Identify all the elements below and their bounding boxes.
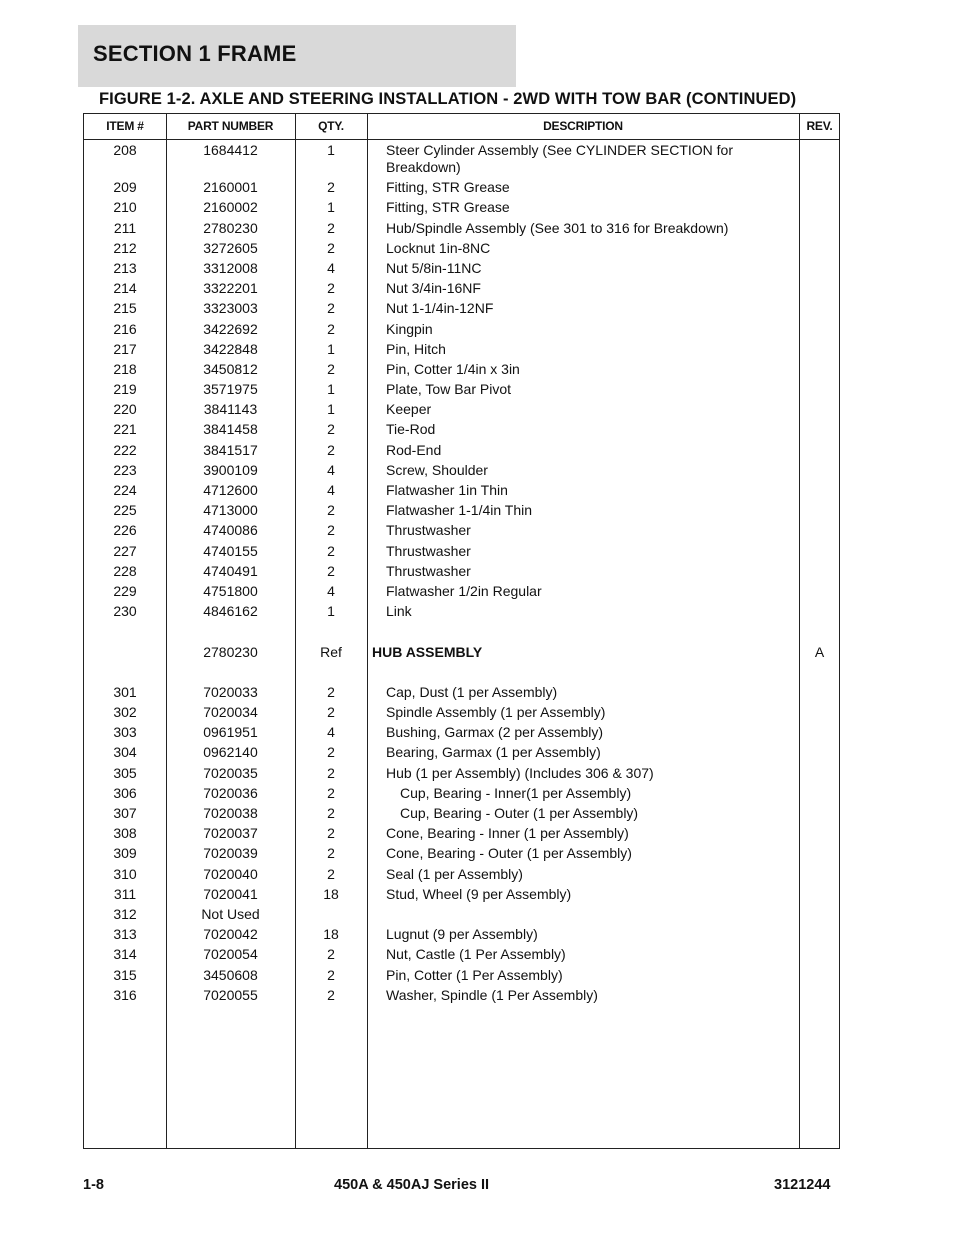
item-number-cell: 224 [113,482,137,498]
description-cell: Lugnut (9 per Assembly) [386,926,538,943]
item-number-cell: 306 [113,784,137,801]
part-number-cell: 4713000 [203,502,258,519]
item-number-cell: 302 [113,704,137,721]
part-number-cell: 3841143 [203,401,258,418]
item-number-cell: 230 [113,603,137,620]
part-number-cell: 3323003 [203,300,258,317]
part-number-cell: 4751800 [203,582,258,599]
description-cell: Pin, Hitch [386,340,446,357]
part-number-cell: 3450812 [203,360,258,377]
item-number-cell: 213 [113,259,137,276]
item-number-cell: 225 [113,502,137,519]
quantity-cell: 2 [327,744,335,761]
item-number-cell: 217 [113,340,137,357]
description-cell: Cup, Bearing - Inner(1 per Assembly) [400,784,632,801]
description-cell: Rod-End [386,441,442,458]
quantity-cell: 4 [327,482,335,498]
header-divider [84,139,839,140]
description-cell: Fitting, STR Grease [386,179,510,196]
item-number-cell: 315 [113,966,137,983]
description-cell: Keeper [386,401,432,418]
item-number-cell: 208 [113,142,137,158]
part-number-cell: 3422692 [203,320,258,337]
section-title: SECTION 1 FRAME [93,41,297,66]
table-row [84,845,839,865]
part-number-cell: 7020042 [203,926,258,943]
description-cell: Pin, Cotter 1/4in x 3in [386,360,520,377]
part-number-cell: Not Used [201,905,260,922]
description-cell: Cone, Bearing - Outer (1 per Assembly) [386,845,632,862]
part-number-cell: 3322201 [203,280,258,297]
description-cell: Seal (1 per Assembly) [386,865,523,882]
description-cell: Locknut 1in-8NC [386,239,491,256]
revision-cell: A [814,643,825,660]
description-cell: Bearing, Garmax (1 per Assembly) [386,744,601,761]
item-number-cell: 310 [113,865,137,882]
description-cell: Plate, Tow Bar Pivot [386,381,512,398]
item-number-cell: 314 [113,946,137,963]
description-cell: Flatwasher 1in Thin [386,482,508,498]
quantity-cell: 1 [327,199,335,216]
item-number-cell: 301 [113,683,137,700]
item-number-cell: 211 [113,219,137,236]
table-row [84,684,839,704]
quantity-cell: 2 [327,946,335,963]
part-number-cell: 4712600 [203,482,258,498]
table-row [84,765,839,785]
quantity-cell: 2 [327,966,335,983]
description-cell: HUB ASSEMBLY [372,643,483,660]
quantity-cell: 2 [327,764,335,781]
item-number-cell: 311 [113,885,137,902]
quantity-cell: 4 [327,259,335,276]
item-number-cell: 309 [113,845,137,862]
table-row [84,866,839,886]
header-description: DESCRIPTION [543,119,623,133]
part-number-cell: 7020041 [203,885,258,902]
quantity-cell: 4 [327,582,335,599]
figure-title: FIGURE 1-2. AXLE AND STEERING INSTALLATION - 2WD WITH TOW BAR (CONTINUED) [99,90,797,108]
table-row [84,825,839,845]
table-row [84,421,839,441]
item-number-cell: 215 [113,300,137,317]
part-number-cell: 7020037 [203,825,258,842]
quantity-cell: 2 [327,300,335,317]
item-number-cell: 307 [113,805,137,821]
item-number-cell: 218 [113,360,137,377]
table-row [84,401,839,421]
description-cell: Stud, Wheel (9 per Assembly) [386,885,572,902]
quantity-cell: 2 [327,805,335,821]
table-row [84,482,839,502]
description-cell: Link [386,603,412,620]
quantity-cell: 2 [327,219,335,236]
table-row [84,220,839,240]
item-number-cell: 221 [113,421,137,438]
assembly-heading-row [84,644,839,664]
table-row [84,442,839,462]
table-row [84,522,839,542]
quantity-cell: 2 [327,421,335,438]
table-row [84,946,839,966]
quantity-cell: 4 [327,461,335,478]
quantity-cell: 2 [327,522,335,539]
quantity-cell: 1 [327,401,335,418]
table-row [84,967,839,987]
table-row [84,179,839,199]
description-cell: Pin, Cotter (1 Per Assembly) [386,966,563,983]
item-number-cell: 214 [113,280,137,297]
description-cell: Flatwasher 1/2in Regular [386,582,542,599]
table-row [84,199,839,219]
quantity-cell: 2 [327,239,335,256]
part-number-cell: 3272605 [203,239,258,256]
description-cell: Thrustwasher [386,542,471,559]
table-row [84,724,839,744]
description-cell: Fitting, STR Grease [386,199,510,216]
blank-row [84,623,839,643]
quantity-cell: 2 [327,502,335,519]
quantity-cell: 2 [327,704,335,721]
part-number-cell: 3900109 [203,461,258,478]
parts-table [83,113,840,1149]
part-number-cell: 3841517 [203,441,258,458]
description-cell: Steer Cylinder Assembly (See CYLINDER SECTION for Breakdown) [386,142,733,175]
description-cell: Kingpin [386,320,433,337]
table-row [84,300,839,320]
part-number-cell: 1684412 [203,142,258,158]
model-name: 450A & 450AJ Series II [334,1177,490,1193]
description-cell: Hub (1 per Assembly) (Includes 306 & 307) [386,764,654,781]
part-number-cell: 3841458 [203,421,258,438]
header-qty: QTY. [318,119,344,133]
table-row [84,361,839,381]
table-row [84,341,839,361]
table-row [84,744,839,764]
header-part-number: PART NUMBER [187,119,274,133]
part-number-cell: 2780230 [203,219,258,236]
item-number-cell: 228 [113,562,137,579]
part-number-cell: 0961951 [203,724,258,741]
item-number-cell: 304 [113,744,137,761]
item-number-cell: 312 [113,905,137,922]
table-row [84,987,839,1007]
item-number-cell: 226 [113,522,137,539]
description-cell: Thrustwasher [386,522,471,539]
part-number-cell: 7020034 [203,704,258,721]
description-cell: Cone, Bearing - Inner (1 per Assembly) [386,825,629,842]
quantity-cell: 2 [327,825,335,842]
part-number-cell: 3450608 [203,966,258,983]
description-cell: Screw, Shoulder [386,461,488,478]
part-number-cell: 3422848 [203,340,258,357]
item-number-cell: 227 [113,542,137,559]
item-number-cell: 313 [113,926,137,943]
table-row [84,321,839,341]
table-row [84,502,839,522]
description-cell: Thrustwasher [386,562,471,579]
description-cell: Nut, Castle (1 Per Assembly) [386,946,566,963]
quantity-cell: Ref [320,643,342,660]
table-row [84,240,839,260]
item-number-cell: 229 [113,582,137,599]
item-number-cell: 316 [113,986,137,1003]
part-number-cell: 4846162 [203,603,258,620]
quantity-cell: 1 [327,142,335,158]
part-number-cell: 3312008 [203,259,258,276]
part-number-cell: 2780230 [203,643,258,660]
item-number-cell: 219 [113,381,137,398]
part-number-cell: 7020040 [203,865,258,882]
description-cell: Tie-Rod [386,421,436,438]
part-number-cell: 4740491 [203,562,258,579]
page-number: 1-8 [83,1177,104,1193]
quantity-cell: 1 [327,340,335,357]
quantity-cell: 2 [327,986,335,1003]
quantity-cell: 1 [327,381,335,398]
document-number: 3121244 [774,1177,831,1193]
table-row [84,886,839,906]
header-rev: REV. [806,119,833,133]
quantity-cell: 18 [323,926,339,943]
quantity-cell: 2 [327,360,335,377]
description-cell: Spindle Assembly (1 per Assembly) [386,704,606,721]
quantity-cell: 2 [327,320,335,337]
table-row [84,462,839,482]
item-number-cell: 209 [113,179,137,196]
table-row [84,603,839,623]
part-number-cell: 0962140 [203,744,258,761]
part-number-cell: 7020039 [203,845,258,862]
part-number-cell: 7020055 [203,986,258,1003]
item-number-cell: 305 [113,764,137,781]
description-cell: Bushing, Garmax (2 per Assembly) [386,724,604,741]
item-number-cell: 210 [113,199,137,216]
description-cell: Nut 3/4in-16NF [386,280,481,297]
part-number-cell: 7020038 [203,805,258,821]
part-number-cell: 4740155 [203,542,258,559]
table-row [84,260,839,280]
description-cell: Cup, Bearing - Outer (1 per Assembly) [400,805,639,821]
quantity-cell: 2 [327,280,335,297]
table-row [84,906,839,926]
description-cell: Cap, Dust (1 per Assembly) [386,683,558,700]
description-cell: Nut 1-1/4in-12NF [386,300,494,317]
table-row [84,381,839,401]
table-row [84,805,839,825]
table-row [84,785,839,805]
quantity-cell: 1 [327,603,335,620]
quantity-cell: 2 [327,542,335,559]
table-row [84,563,839,583]
part-number-cell: 2160001 [203,179,258,196]
quantity-cell: 2 [327,683,335,700]
part-number-cell: 7020035 [203,764,258,781]
quantity-cell: 4 [327,724,335,741]
blank-row [84,664,839,684]
table-row [84,926,839,946]
table-body [84,142,839,1007]
item-number-cell: 308 [113,825,137,842]
quantity-cell: 2 [327,441,335,458]
table-row [84,583,839,603]
item-number-cell: 303 [113,724,137,741]
description-cell: Nut 5/8in-11NC [386,259,482,276]
table-row [84,704,839,724]
quantity-cell: 2 [327,865,335,882]
description-cell: Flatwasher 1-1/4in Thin [386,502,533,519]
quantity-cell: 2 [327,784,335,801]
part-number-cell: 7020033 [203,683,258,700]
item-number-cell: 220 [113,401,137,418]
table-row [84,280,839,300]
quantity-cell: 18 [323,885,339,902]
part-number-cell: 7020036 [203,784,258,801]
item-number-cell: 212 [113,239,137,256]
quantity-cell: 2 [327,179,335,196]
item-number-cell: 223 [113,461,137,478]
header-item: ITEM # [106,119,144,133]
part-number-cell: 2160002 [203,199,258,216]
table-row [84,543,839,563]
description-cell: Hub/Spindle Assembly (See 301 to 316 for Breakdown) [386,219,729,236]
quantity-cell: 2 [327,562,335,579]
description-cell: Washer, Spindle (1 Per Assembly) [386,986,598,1003]
part-number-cell: 3571975 [203,381,258,398]
item-number-cell: 216 [113,320,137,337]
quantity-cell: 2 [327,845,335,862]
part-number-cell: 4740086 [203,522,258,539]
item-number-cell: 222 [113,441,137,458]
part-number-cell: 7020054 [203,946,258,963]
table-row [84,142,839,179]
